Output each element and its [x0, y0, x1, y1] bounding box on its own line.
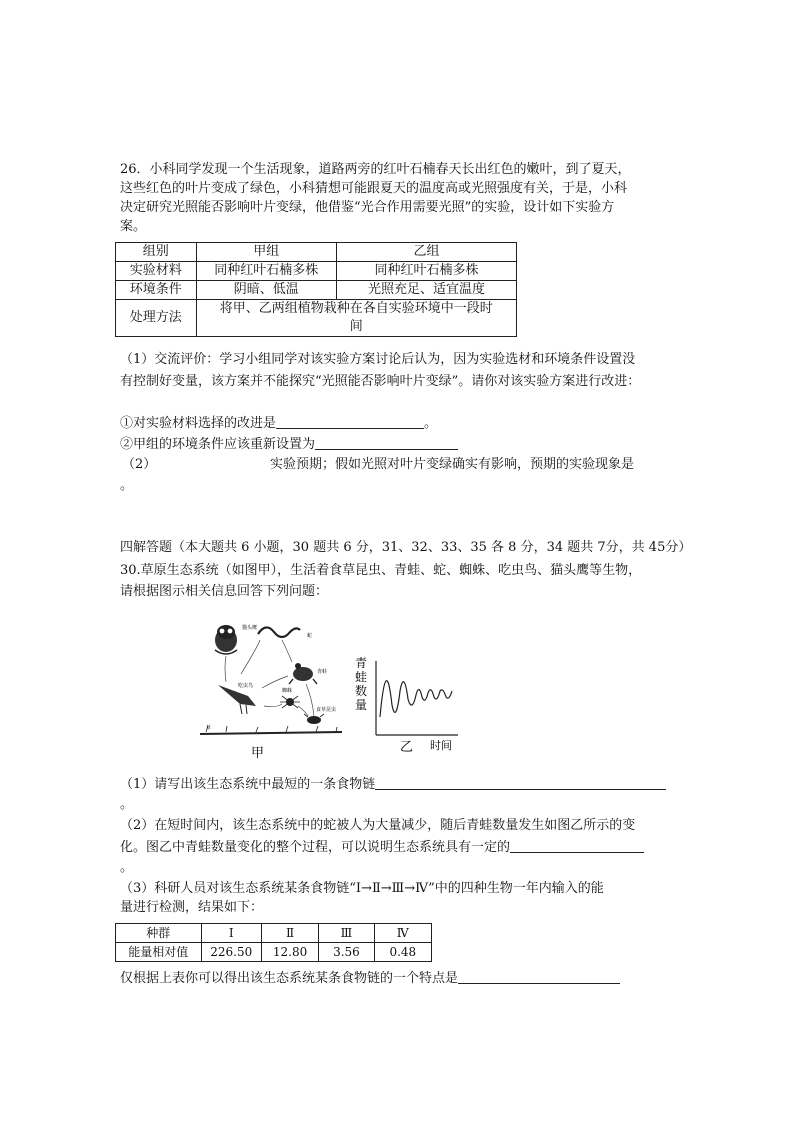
- frog-population-graph: [350, 655, 465, 755]
- web-label-spider: 蜘蛛: [282, 688, 293, 694]
- q26-intro-line-2: 这些红色的叶片变成了绿色，小科猜想可能跟夏天的温度高或光照强度有关，于是，小科: [120, 181, 628, 196]
- q26-p1-b-text: ②甲组的环境条件应该重新设置为: [120, 437, 316, 452]
- population-curve: [380, 681, 452, 717]
- q30-p2-end: 。: [120, 860, 134, 875]
- q30-p1-text: （1）请写出该生态系统中最短的一条食物链: [120, 777, 376, 792]
- table-row: [116, 243, 517, 262]
- q26-p1-a-end: 。: [424, 416, 438, 431]
- table-cell: 组别: [116, 243, 197, 262]
- y-axis-char: 青: [355, 656, 368, 670]
- table-cell: 12.80: [261, 943, 318, 962]
- table-cell: 226.50: [201, 943, 261, 962]
- q26-p1-a-text: ①对实验材料选择的改进是: [120, 416, 277, 431]
- table-cell: Ⅱ: [261, 924, 318, 943]
- q30-intro-line-1: 30.草原生态系统（如图甲），生活着食草昆虫、青蛙、蛇、蜘蛛、吃虫鸟、猫头鹰等生物，: [120, 563, 642, 578]
- table-cell: 实验材料: [116, 262, 197, 281]
- web-label-owl: 猫头鹰: [242, 625, 258, 631]
- section-heading: 四解答题（本大题共 6 小题，30 题共 6 分，31、32、33、35 各 8 分，34 题共 7分，共 45分）: [120, 540, 692, 555]
- table-row: [116, 281, 517, 300]
- table-row: [116, 300, 517, 337]
- answer-blank[interactable]: [276, 414, 424, 429]
- answer-blank[interactable]: [375, 775, 666, 790]
- q26-p1-a: [120, 414, 437, 433]
- q26-p1-line-2: 有控制好变量，该方案并不能探究“光照能否影响叶片变绿”。请你对该实验方案进行改进：: [120, 374, 641, 389]
- method-line: 将甲、乙两组植物栽种在各自实验环境中一段时: [219, 301, 493, 316]
- table-row: [116, 262, 517, 281]
- web-label-grass: 草: [206, 725, 212, 731]
- q30-p1: [120, 775, 666, 794]
- owl-icon: [215, 625, 237, 654]
- table-cell: 能量相对值: [116, 943, 202, 962]
- q26-p2-num: （2）: [122, 457, 157, 472]
- energy-table: [115, 923, 432, 962]
- table-cell: Ⅲ: [319, 924, 374, 943]
- method-line: 间: [349, 319, 363, 334]
- q26-p1-line-1: （1）交流评价：学习小组同学对该实验方案讨论后认为，因为实验选材和环境条件设置没: [120, 352, 636, 367]
- answer-blank[interactable]: [315, 435, 458, 450]
- q26-intro-line-3: 决定研究光照能否影响叶片变绿，他借鉴“光合作用需要光照”的实验，设计如下实验方: [120, 200, 615, 215]
- q26-p2-text: 实验预期；假如光照对叶片变绿确实有影响，预期的实验现象是: [270, 457, 635, 472]
- y-axis-char: 蛙: [355, 670, 368, 684]
- frog-icon: [289, 663, 317, 684]
- web-label-bird: 吃虫鸟: [238, 683, 254, 689]
- grass-icon: [200, 732, 342, 734]
- table-cell: 阴暗、低温: [196, 281, 336, 300]
- q26-p2-end: 。: [120, 478, 134, 493]
- answer-blank[interactable]: [458, 969, 620, 984]
- table-cell: 同种红叶石楠多株: [336, 262, 516, 281]
- table-cell: 3.56: [319, 943, 374, 962]
- table-cell-method: [196, 300, 516, 337]
- q26-intro-line-1: 26．小科同学发现一个生活现象，道路两旁的红叶石楠春天长出红色的嫩叶，到了夏天，: [120, 162, 631, 177]
- q30-p2-line-2: [120, 838, 644, 857]
- table-cell: 0.48: [374, 943, 431, 962]
- table-cell: Ⅳ: [374, 924, 431, 943]
- q30-intro-line-2: 请根据图示相关信息回答下列问题：: [120, 584, 329, 599]
- figure-label-yi: 乙: [400, 740, 414, 755]
- web-label-frog: 青蛙: [317, 669, 328, 675]
- table-row: [116, 924, 432, 943]
- q26-intro-line-4: 案。: [120, 219, 147, 234]
- y-axis-char: 量: [355, 698, 368, 712]
- y-axis-char: 数: [355, 684, 368, 698]
- figure-label-jia: 甲: [251, 746, 265, 760]
- answer-blank[interactable]: [510, 838, 644, 853]
- q30-conclusion: [120, 969, 620, 988]
- q30-p3-line-1: （3）科研人员对该生态系统某条食物链“Ⅰ→Ⅱ→Ⅲ→Ⅳ”中的四种生物一年内输入的能: [120, 881, 604, 896]
- q30-p1-end: 。: [120, 797, 134, 812]
- table-cell: 乙组: [336, 243, 516, 262]
- table-cell: 光照充足、适宜温度: [336, 281, 516, 300]
- table-row: [116, 943, 432, 962]
- spider-icon: [280, 696, 300, 708]
- web-label-snake: 蛇: [307, 633, 313, 639]
- table-cell: 甲组: [196, 243, 336, 262]
- snake-icon: [258, 627, 300, 637]
- table-cell: 同种红叶石楠多株: [196, 262, 336, 281]
- q26-p1-b: [120, 435, 458, 454]
- table-cell: 环境条件: [116, 281, 197, 300]
- q30-p2-line-2-text: 化。图乙中青蛙数量变化的整个过程，可以说明生态系统具有一定的: [120, 840, 511, 855]
- q30-p3-line-2: 量进行检测，结果如下：: [120, 900, 264, 915]
- web-label-insect: 食草昆虫: [316, 707, 337, 713]
- table-cell: Ⅰ: [201, 924, 261, 943]
- table-cell: 种群: [116, 924, 202, 943]
- q30-conclusion-text: 仅根据上表你可以得出该生态系统某条食物链的一个特点是: [120, 971, 459, 986]
- food-web-figure: [196, 618, 346, 760]
- experiment-table: [115, 242, 517, 337]
- bird-icon: [218, 685, 256, 714]
- table-cell: 处理方法: [116, 300, 197, 337]
- x-axis-label: 时间: [430, 739, 452, 752]
- q30-p2-line-1: （2）在短时间内，该生态系统中的蛇被人为大量减少，随后青蛙数量发生如图乙所示的变: [120, 818, 636, 833]
